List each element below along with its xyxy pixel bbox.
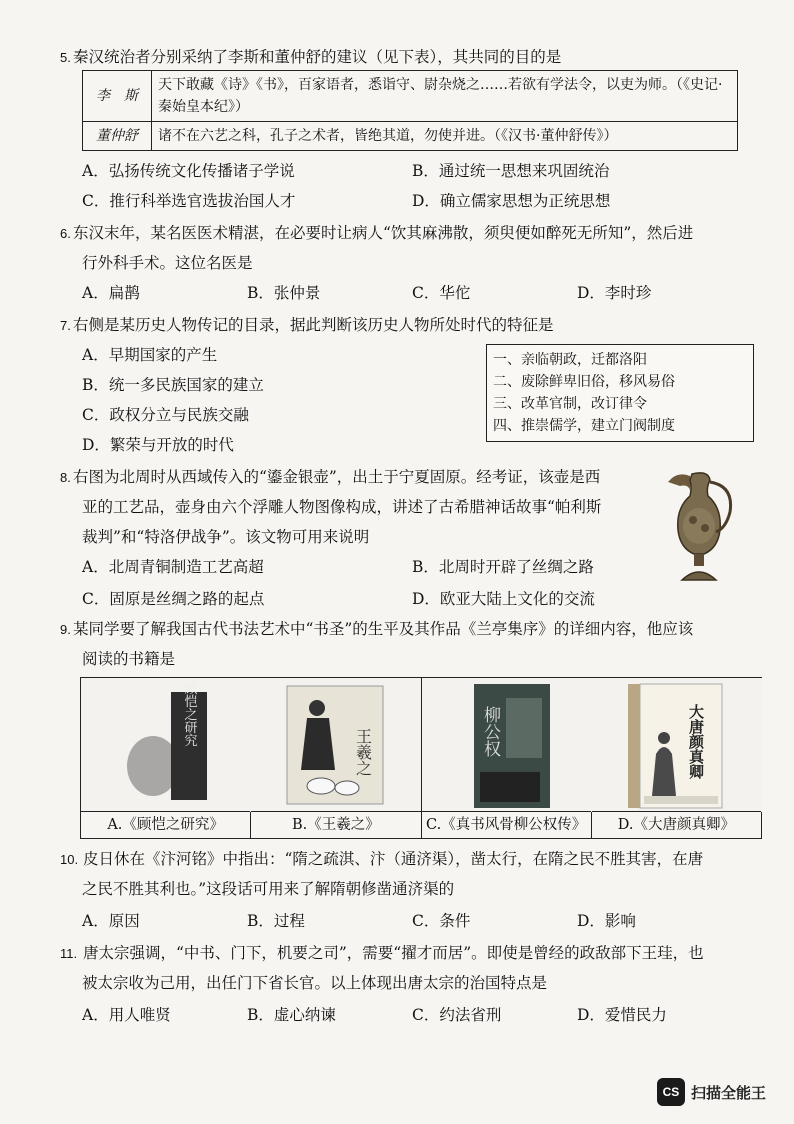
option-a[interactable]: A．弘扬传统文化传播诸子学说 (82, 162, 295, 180)
cover-title: 大唐颜真卿 (686, 704, 705, 779)
book-cover-d (592, 678, 762, 812)
book-caption: B.《王羲之》 (251, 811, 420, 838)
options-q5-row1 (82, 156, 754, 186)
option-c[interactable]: C．华佗 (412, 284, 471, 302)
question-stem-line1: 皮日休在《汴河铭》中指出：“隋之疏淇、汴（通济渠），凿太行，在隋之民不胜其害，在唐 (82, 850, 704, 868)
question-number: 5. (60, 50, 71, 65)
option-a[interactable]: A．北周青铜制造工艺高超 (82, 558, 264, 576)
book-option-b[interactable] (251, 678, 421, 838)
option-d[interactable]: D．影响 (577, 912, 636, 930)
option-d[interactable]: D．爱惜民力 (577, 1006, 667, 1024)
option-b[interactable]: B．张仲景 (247, 284, 321, 302)
toc-item: 四、推崇儒学，建立门阀制度 (493, 418, 675, 434)
row-name: 董仲舒 (83, 122, 152, 151)
question-10 (60, 844, 744, 875)
options-q8-row2 (82, 584, 754, 614)
question-11 (60, 938, 744, 969)
book-option-a[interactable] (81, 678, 251, 838)
question-stem-line1: 东汉末年，某名医医术精湛，在必要时让病人“饮其麻沸散，须臾便如醉死无所知”，然后进 (72, 224, 694, 242)
option-b[interactable]: B．北周时开辟了丝绸之路 (412, 558, 594, 576)
book-cover-c (422, 678, 592, 812)
book-option-d[interactable] (592, 678, 761, 838)
option-a[interactable]: A．原因 (82, 912, 140, 930)
question-stem-line2: 阅读的书籍是 (82, 650, 176, 668)
question-stem-line1: 唐太宗强调，“中书、门下，机要之司”，需要“擢才而居”。即使是曾经的政敌部下王珪，也 (82, 944, 704, 962)
question-8 (60, 462, 644, 493)
question-5 (60, 42, 744, 73)
option-c[interactable]: C．约法省刑 (412, 1006, 502, 1024)
question-number: 10. (60, 852, 79, 867)
options-q8-row1 (82, 552, 754, 582)
question-7 (60, 310, 744, 341)
question-9-line2 (82, 644, 744, 674)
row-text: 天下敢藏《诗》《书》，百家语者，悉诣守、尉杂烧之……若欲有学法令，以吏为师。（《史记·秦始皇本纪》） (152, 71, 738, 122)
question-stem-line2: 之民不胜其利也。”这段话可用来了解隋朝修凿通济渠的 (82, 880, 455, 898)
biography-toc (486, 344, 754, 442)
option-a[interactable]: A．早期国家的产生 (82, 346, 218, 364)
toc-item: 二、废除鲜卑旧俗，移风易俗 (493, 374, 675, 390)
question-11-line2 (82, 968, 744, 998)
table-row (83, 71, 738, 122)
options-q10 (82, 906, 754, 936)
option-b[interactable]: B．过程 (247, 912, 305, 930)
book-caption: C.《真书风骨柳公权传》 (422, 811, 591, 838)
toc-item: 三、改革官制，改订律令 (493, 396, 647, 412)
option-a[interactable]: A．用人唯贤 (82, 1006, 171, 1024)
question-stem-line2: 被太宗收为己用，出任门下省长官。以上体现出唐太宗的治国特点是 (82, 974, 548, 992)
question-number: 8. (60, 470, 71, 485)
question-stem-line3: 裁判”和“特洛伊战争”。该文物可用来说明 (82, 528, 370, 546)
options-q11 (82, 1000, 754, 1030)
table-row (83, 122, 738, 151)
question-6 (60, 218, 744, 249)
option-c[interactable]: C．条件 (412, 912, 471, 930)
question-9 (60, 614, 744, 645)
question-6-line2 (82, 248, 744, 278)
book-caption: D.《大唐颜真卿》 (592, 811, 761, 838)
cover-title: 顾恺之研究 (181, 681, 197, 747)
row-name: 李 斯 (83, 71, 152, 122)
book-options (80, 677, 762, 839)
quote-table (82, 70, 738, 151)
option-c[interactable]: C．政权分立与民族交融 (82, 406, 249, 424)
row-text: 诸不在六艺之科，孔子之术者，皆绝其道，勿使并进。（《汉书·董仲舒传》） (152, 122, 738, 151)
question-stem-line2: 亚的工艺品，壶身由六个浮雕人物图像构成，讲述了古希腊神话故事“帕利斯 (82, 498, 602, 516)
question-number: 11. (60, 946, 78, 961)
cover-title: 王羲之 (353, 728, 373, 776)
question-number: 7. (60, 318, 71, 333)
option-c[interactable]: C．固原是丝绸之路的起点 (82, 590, 265, 608)
question-stem: 右侧是某历史人物传记的目录，据此判断该历史人物所处时代的特征是 (72, 316, 554, 334)
question-stem-line1: 右图为北周时从西域传入的“鎏金银壶”，出土于宁夏固原。经考证，该壶是西 (72, 468, 601, 486)
question-stem-line2: 行外科手术。这位名医是 (82, 254, 253, 272)
question-number: 9. (60, 622, 71, 637)
option-c[interactable]: C．推行科举选官选拔治国人才 (82, 192, 296, 210)
question-stem-line1: 某同学要了解我国古代书法艺术中“书圣”的生平及其作品《兰亭集序》的详细内容，他应该 (72, 620, 694, 638)
book-cover-a (81, 678, 251, 812)
question-10-line2 (82, 874, 744, 904)
brand-name: 扫描全能王 (690, 1084, 766, 1102)
option-b[interactable]: B．通过统一思想来巩固统治 (412, 162, 610, 180)
question-8-line2 (82, 492, 654, 522)
book-cover-b (251, 678, 421, 812)
toc-item: 一、亲临朝政，迁都洛阳 (493, 352, 647, 368)
cover-title: 柳公权 (479, 706, 500, 757)
question-8-line3 (82, 522, 744, 552)
option-d[interactable]: D．欧亚大陆上文化的交流 (412, 590, 595, 608)
scanner-watermark (657, 1078, 766, 1106)
option-b[interactable]: B．统一多民族国家的建立 (82, 376, 264, 394)
option-b[interactable]: B．虚心纳谏 (247, 1006, 336, 1024)
question-stem: 秦汉统治者分别采纳了李斯和董仲舒的建议（见下表），其共同的目的是 (72, 48, 562, 66)
book-option-c[interactable] (422, 678, 592, 838)
book-caption: A.《顾恺之研究》 (81, 811, 250, 838)
option-d[interactable]: D．李时珍 (577, 284, 652, 302)
option-d[interactable]: D．确立儒家思想为正统思想 (412, 192, 611, 210)
option-a[interactable]: A．扁鹊 (82, 284, 140, 302)
camscanner-logo-icon: CS (657, 1078, 685, 1106)
options-q5-row2 (82, 186, 754, 216)
option-d[interactable]: D．繁荣与开放的时代 (82, 436, 234, 454)
question-number: 6. (60, 226, 71, 241)
options-q6 (82, 278, 754, 308)
